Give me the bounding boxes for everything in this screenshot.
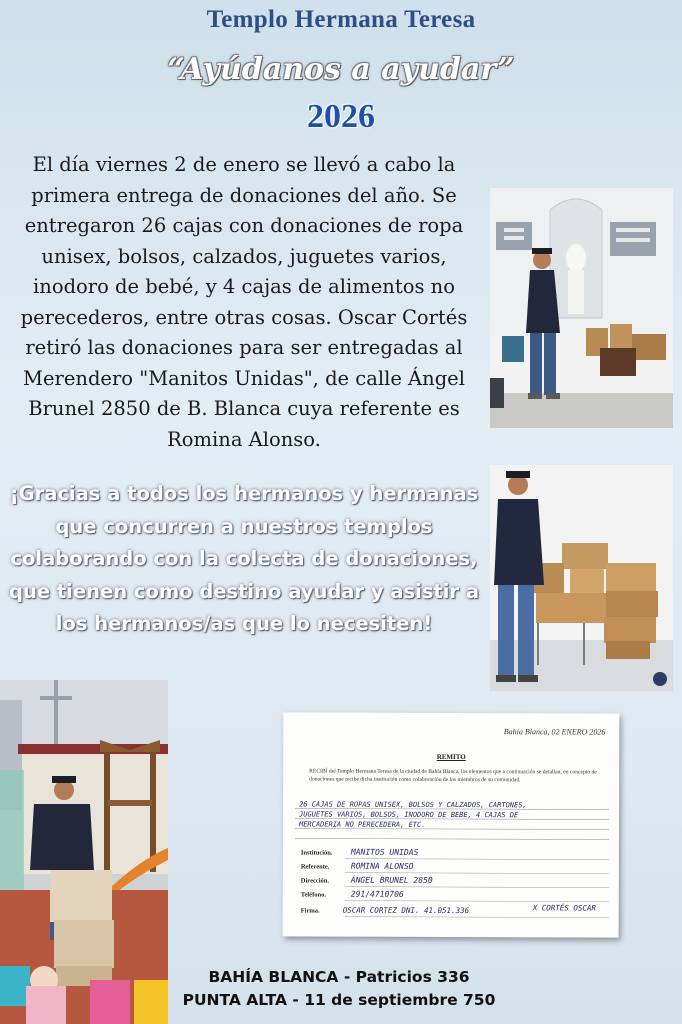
footer-address-punta-alta: PUNTA ALTA - 11 de septiembre 750 [182, 991, 496, 1009]
receipt-firma-value: OSCAR CORTEZ DNI. 41.051.336 [342, 905, 470, 916]
footer-address-bahia-blanca: BAHÍA BLANCA - Patricios 336 [208, 968, 470, 986]
receipt-telefono-value: 291/4710706 [350, 889, 404, 899]
page-title: Templo Hermana Teresa [206, 6, 476, 33]
receipt-firma-label: Firma. [300, 907, 320, 915]
photo-delivery-statue [490, 188, 673, 428]
receipt-referente-label: Referente. [300, 863, 330, 871]
photo-boxes-stack [490, 465, 673, 691]
thanks-message: ¡Gracias a todos los hermanos y hermanas que concurren a nuestros templos colaborando con la colecta de donaciones, que tienen como destino ayudar y asistir a los hermanos/as que lo necesiten! [9, 482, 479, 635]
donation-receipt [283, 712, 620, 937]
receipt-items-line2: JUGUETES VARIOS, BOLSOS, INODORO DE BEBE, 4 CAJAS DE [299, 810, 519, 820]
receipt-signature: X CORTÉS OSCAR [532, 903, 596, 913]
receipt-telefono-label: Teléfono. [300, 891, 327, 899]
receipt-institucion-label: Institución. [300, 849, 333, 857]
receipt-items-line3: MERCADERIA NO PERECEDERA, ETC. [298, 820, 426, 829]
year: 2026 [307, 98, 375, 135]
slogan: “Ayúdanos a ayudar” [167, 52, 515, 87]
donation-paragraph: El día viernes 2 de enero se llevó a cabo la primera entrega de donaciones del año. Se entregaron 26 cajas con donaciones de ropa unisex, bolsos, calzados, juguetes varios, inodoro de bebé, y 4 cajas de alimentos no perecederos, entre otras cosas. Oscar Cortés retiró las donaciones para ser entregadas al Merendero "Manitos Unidas", de calle Ángel Brunel 2850 de B. Blanca cuya referente es Romina Alonso. [20, 153, 468, 451]
receipt-items-line1: 26 CAJAS DE ROPAS UNISEX, BOLSOS Y CALZADOS, CARTONES, [299, 800, 527, 810]
receipt-direccion-label: Dirección. [300, 877, 330, 885]
receipt-referente-value: ROMINA ALONSO [350, 861, 414, 871]
receipt-intro: RECIBÍ del Templo Hermana Teresa de la ciudad de Bahía Blanca, los elementos que a continuación se detallan, en concepto de donaciones que recibe dicha institución como colaboración de los miembros de su comunidad. [309, 768, 597, 783]
receipt-institucion-value: MANITOS UNIDAS [350, 847, 419, 857]
receipt-heading: REMITO [436, 752, 466, 762]
photo-cart-toys [0, 680, 168, 1024]
receipt-place-date: Bahía Blanca, 02 ENERO 2026 [503, 727, 606, 737]
receipt-direccion-value: ÁNGEL BRUNEL 2850 [350, 875, 433, 885]
